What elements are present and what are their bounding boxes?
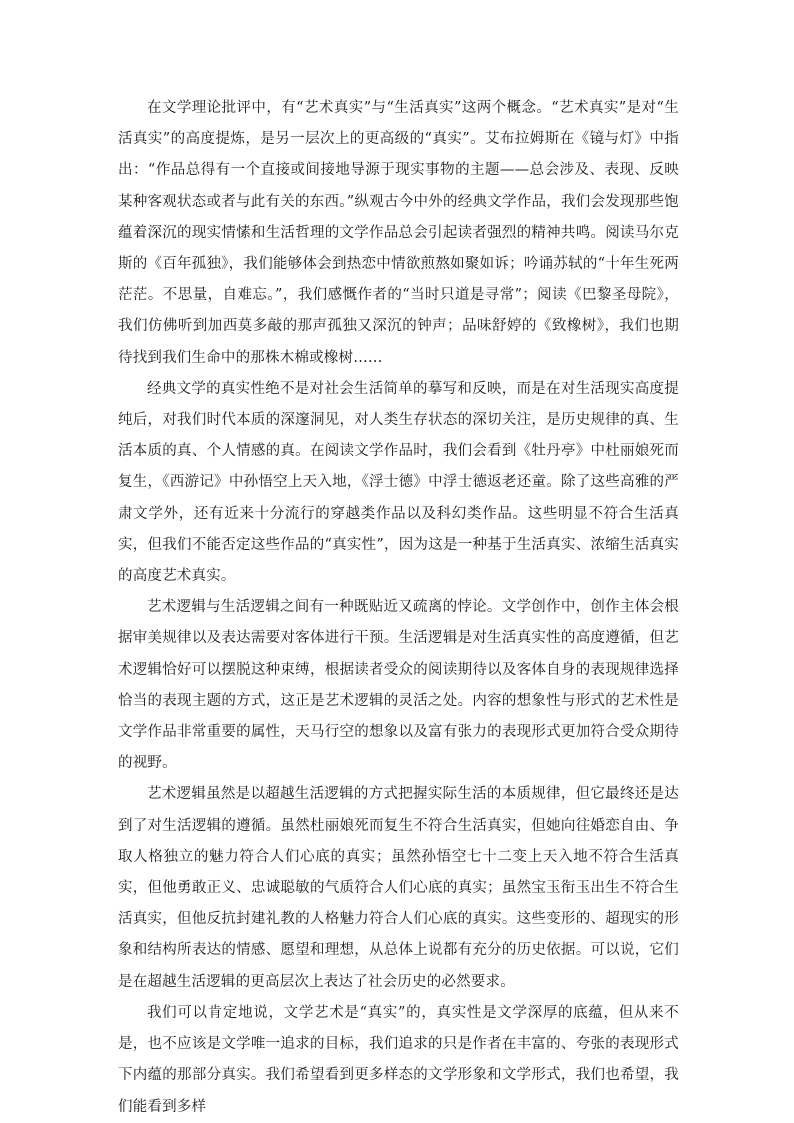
paragraph-1: 在文学理论批评中，有“艺术真实”与“生活真实”这两个概念。“艺术真实”是对“生活真实”的高度提炼，是另一层次上的更高级的“真实”。艾布拉姆斯在《镜与灯》中指出：“作品总得有一个直接或间接地导源于现实事物的主题——总会涉及、表现、反映某种客观状态或者与此有关的东西。”纵观古今中外的经典文学作品，我们会发现那些饱蕴着深沉的现实情愫和生活哲理的文学作品总会引起读者强烈的精神共鸣。阅读马尔克斯的《百年孤独》，我们能够体会到热恋中情欲煎熬如聚如诉；吟诵苏轼的“十年生死两茫茫。不思量，自难忘。”，我们感慨作者的“当时只道是寻常”；阅读《巴黎圣母院》，我们仿佛听到加西莫多敲的那声孤独又深沉的钟声；品味舒婷的《致橡树》，我们也期待找到我们生命中的那株木棉或橡树…… <box>118 100 679 366</box>
paragraph-3: 艺术逻辑与生活逻辑之间有一种既贴近又疏离的悖论。文学创作中，创作主体会根据审美规律以及表达需要对客体进行干预。生活逻辑是对生活真实性的高度遵循，但艺术逻辑恰好可以摆脱这种束缚，根据读者受众的阅读期待以及客体自身的表现规律选择恰当的表现主题的方式，这正是艺术逻辑的灵活之处。内容的想象性与形式的艺术性是文学作品非常重要的属性，天马行空的想象以及富有张力的表现形式更加符合受众期待的视野。 <box>118 599 679 772</box>
paragraph-2: 经典文学的真实性绝不是对社会生活简单的摹写和反映，而是在对生活现实高度提纯后，对我们时代本质的深邃洞见，对人类生存状态的深切关注，是历史规律的真、生活本质的真、个人情感的真。在阅读文学作品时，我们会看到《牡丹亭》中杜丽娘死而复生，《西游记》中孙悟空上天入地，《浮士德》中浮士德返老还童。除了这些高雅的严肃文学外，还有近来十分流行的穿越类作品以及科幻类作品。这些明显不符合生活真实，但我们不能否定这些作品的“真实性”，因为这是一种基于生活真实、浓缩生活真实的高度艺术真实。 <box>118 380 679 585</box>
paragraph-4: 艺术逻辑虽然是以超越生活逻辑的方式把握实际生活的本质规律，但它最终还是达到了对生活逻辑的遵循。虽然杜丽娘死而复生不符合生活真实，但她向往婚恋自由、争取人格独立的魅力符合人们心底的真实；虽然孙悟空七十二变上天入地不符合生活真实，但他勇敢正义、忠诚聪敏的气质符合人们心底的真实；虽然宝玉衔玉出生不符合生活真实，但他反抗封建礼教的人格魅力符合人们心底的真实。这些变形的、超现实的形象和结构所表达的情感、愿望和理想，从总体上说都有充分的历史依据。可以说，它们是在超越生活逻辑的更高层次上表达了社会历史的必然要求。 <box>118 786 679 990</box>
paragraph-5: 我们可以肯定地说，文学艺术是“真实”的，真实性是文学深厚的底蕴，但从来不是，也不应该是文学唯一追求的目标，我们追求的只是作者在丰富的、夸张的表现形式下内蕴的那部分真实。我们希望看到更多样态的文学形象和文学形式，我们也希望，我们能看到多样 <box>118 1004 679 1115</box>
document-body <box>118 93 679 1123</box>
